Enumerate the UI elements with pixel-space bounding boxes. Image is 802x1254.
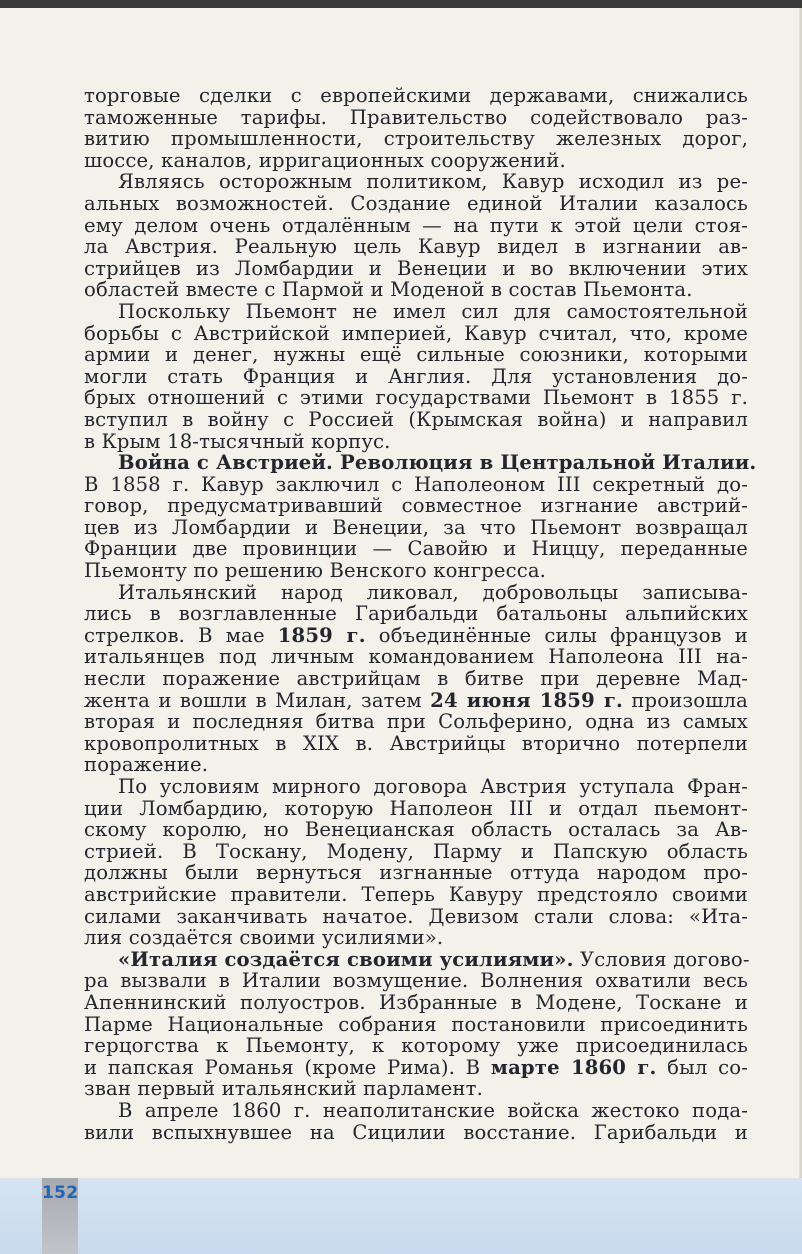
text-line: лия создаётся своими усилиями». [84, 926, 444, 950]
text-line: Франции две провинции — Савойю и Ниццу, переданные [84, 537, 748, 561]
text-line: шоссе, каналов, ирригационных сооружений. [84, 148, 566, 172]
text-line: должны были вернуться изгнанные оттуда народом про- [84, 861, 748, 885]
text-line: цев из Ломбардии и Венеции, за что Пьемонт возвращал [84, 515, 748, 539]
footer-band [0, 1178, 802, 1254]
text-line: ции Ломбардию, которую Наполеон III и отдал пьемонт- [84, 796, 748, 820]
text-line [84, 1057, 748, 1079]
text-run: Условия догово- [573, 947, 750, 971]
text-line: герцогства к Пьемонту, к которому уже присоединилась [84, 1034, 748, 1058]
text-line: несли поражение австрийцам в битве при деревне Мад- [84, 667, 748, 691]
text-line: Пьемонту по решению Венского конгресса. [84, 559, 547, 583]
text-line: ему делом очень отдалённым — на пути к этой цели стоя- [84, 213, 748, 237]
text-line: Поскольку Пьемонт не имел сил для самостоятельной [118, 299, 748, 323]
text-run: стрелков. В мае [84, 623, 278, 647]
text-line: вторая и последняя битва при Сольферино, одна из самых [84, 710, 748, 734]
text-line: областей вместе с Пармой и Моденой в состав Пьемонта. [84, 278, 693, 302]
text-line: стрией. В Тоскану, Модену, Парму и Папскую область [84, 839, 748, 863]
text-run: и папская Романья (кроме Рима). В [84, 1055, 491, 1079]
text-line: Итальянский народ ликовал, добровольцы записыва- [118, 580, 748, 604]
text-line: Являясь осторожным политиком, Кавур исходил из ре- [118, 170, 748, 194]
text-line [84, 949, 748, 971]
text-line: поражение. [84, 753, 209, 777]
text-line: могли стать Франция и Англия. Для установления до- [84, 364, 748, 388]
text-line: говор, предусматривавший совместное изгнание австрий- [84, 494, 748, 518]
text-line: торговые сделки с европейскими державами, снижались [84, 84, 748, 107]
text-line: В 1858 г. Кавур заключил с Наполеоном III секретный до- [84, 472, 748, 496]
text-line: вили вспыхнувшее на Сицилии восстание. Гарибальди и [84, 1120, 748, 1144]
bold-run: 24 июня 1859 г. [430, 688, 623, 712]
text-line: таможенные тарифы. Правительство содействовало раз- [84, 105, 748, 129]
text-line: брых отношений с этими государствами Пьемонт в 1855 г. [84, 386, 748, 410]
text-line [84, 690, 748, 712]
text-line [84, 625, 748, 647]
text-run: произошла [622, 688, 748, 712]
text-line: Апеннинский полуостров. Избранные в Модене, Тоскане и [84, 990, 748, 1014]
page-top-edge [0, 0, 802, 8]
bold-run: марте 1860 г. [490, 1055, 657, 1079]
text-line: вступил в войну с Россией (Крымская война) и направил [84, 407, 748, 431]
text-line: армии и денег, нужны ещё сильные союзники, которыми [84, 343, 748, 367]
text-line: В апреле 1860 г. неаполитанские войска жестоко пода- [118, 1098, 748, 1122]
text-line: витию промышленности, строительству железных дорог, [84, 127, 748, 151]
text-line: альных возможностей. Создание единой Италии казалось [84, 191, 748, 215]
text-line: кровопролитных в XIX в. Австрийцы вторично потерпели [84, 731, 748, 755]
text-run: был со- [656, 1055, 748, 1079]
bold-run: 1859 г. [277, 623, 366, 647]
text-line: стрийцев из Ломбардии и Венеции и во включении этих [84, 256, 748, 280]
page-number: 152 [42, 1183, 79, 1203]
text-line: По условиям мирного договора Австрия уступала Фран- [118, 775, 748, 798]
text-line: борьбы с Австрийской империей, Кавур считал, что, кроме [84, 321, 748, 345]
text-line: в Крым 18-тысячный корпус. [84, 429, 391, 453]
text-line: австрийские правители. Теперь Кавуру предстояло своими [84, 882, 748, 906]
text-line: Война с Австрией. Революция в Центральной Италии. [118, 451, 757, 475]
text-line: лись в возглавленные Гарибальди батальоны альпийских [84, 602, 748, 626]
text-line: ла Австрия. Реальную цель Кавур видел в изгнании ав- [84, 235, 748, 259]
text-line: скому королю, но Венецианская область осталась за Ав- [84, 818, 748, 842]
text-line: итальянцев под личным командованием Наполеона III на- [84, 645, 748, 669]
body-text [84, 84, 757, 1144]
text-line: ра вызвали в Италии возмущение. Волнения охватили весь [84, 969, 748, 993]
text-line: силами заканчивать начатое. Девизом стали слова: «Ита- [84, 904, 748, 928]
bold-run: «Италия создаётся своими усилиями». [118, 947, 574, 971]
text-line: зван первый итальянский парламент. [84, 1077, 483, 1101]
text-line: Парме Национальные собрания постановили присоединить [84, 1012, 748, 1036]
text-run: жента и вошли в Милан, затем [84, 688, 431, 712]
text-run: объединённые силы французов и [365, 623, 748, 647]
